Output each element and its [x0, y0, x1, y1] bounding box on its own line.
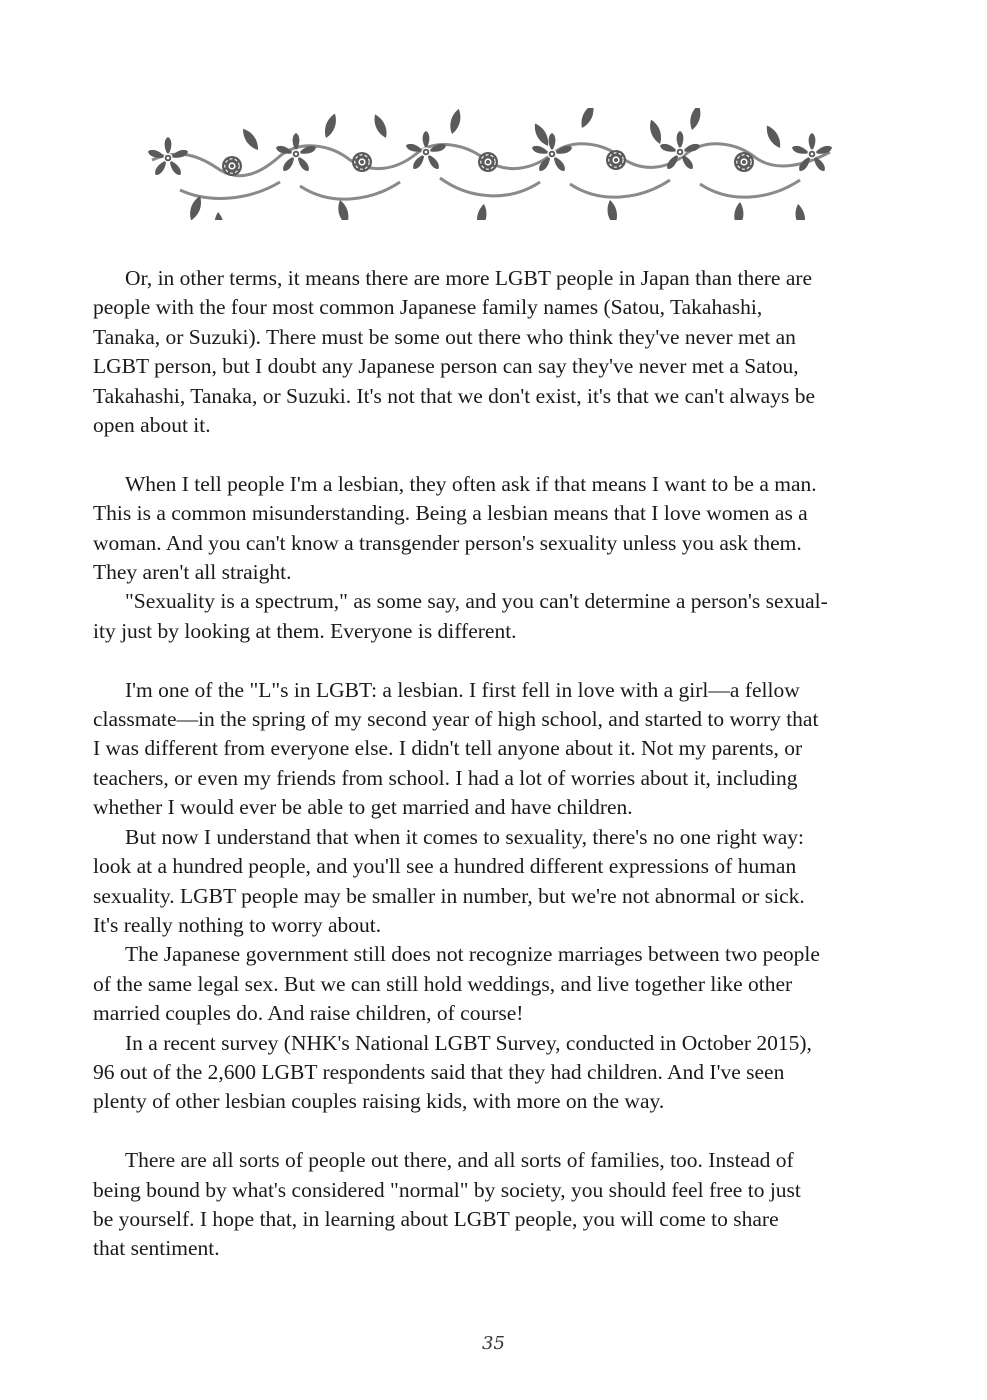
paragraph: I'm one of the "L"s in LGBT: a lesbian. I first fell in love with a girl—a fellow classmate—in the spring of my second year of high school, and started to worry that I was different from everyone else. I didn't tell anyone about it. Not my parents, or teachers, or even my friends from school. I had a lot of worries about it, including whether I would ever be able to get married and have children. [93, 677, 819, 820]
paragraph: There are all sorts of people out there, and all sorts of families, too. Instead of being bound by what's considered "normal" by society, you should feel free to just be yourself. I hope that, in learning about LGBT people, you will come to share that sentiment. [93, 1148, 801, 1261]
paragraph: When I tell people I'm a lesbian, they often ask if that means I want to be a man. This is a common misunderstanding. Being a lesbian means that I love women as a woman. And you can't know a transgender person's sexuality unless you ask them. They aren't all straight. [93, 471, 817, 585]
paragraph: In a recent survey (NHK's National LGBT Survey, conducted in October 2015), 96 out of the 2,600 LGBT respondents said that they had children. And I've seen plenty of other lesbian couples raising kids, with more on the way. [93, 1030, 812, 1114]
paragraph: Or, in other terms, it means there are more LGBT people in Japan than there are people with the four most common Japanese family names (Satou, Takahashi, Tanaka, or Suzuki). There must be some out there who think they've never met an LGBT person, but I doubt any Japanese person can say they've never met a Satou, Takahashi, Tanaka, or Suzuki. It's not that we don't exist, it's that we can't always be open about it. [93, 266, 816, 438]
paragraph: But now I understand that when it comes to sexuality, there's no one right way: look at a hundred people, and you'll see a hundred different expressions of human sexuality. LGBT people may be smaller in number, but we're not abnormal or sick. It's really nothing to worry about. [93, 824, 805, 937]
floral-vine-divider-icon [140, 108, 840, 220]
paragraph: The Japanese government still does not recognize marriages between two people of the same legal sex. But we can still hold weddings, and live together like other married couples do. And raise children, of course! [93, 942, 820, 1026]
page-number: 35 [482, 1333, 505, 1354]
body-text [93, 264, 913, 1264]
paragraph: "Sexuality is a spectrum," as some say, and you can't determine a person's sexual- ity just by looking at them. Everyone is different. [93, 589, 828, 643]
